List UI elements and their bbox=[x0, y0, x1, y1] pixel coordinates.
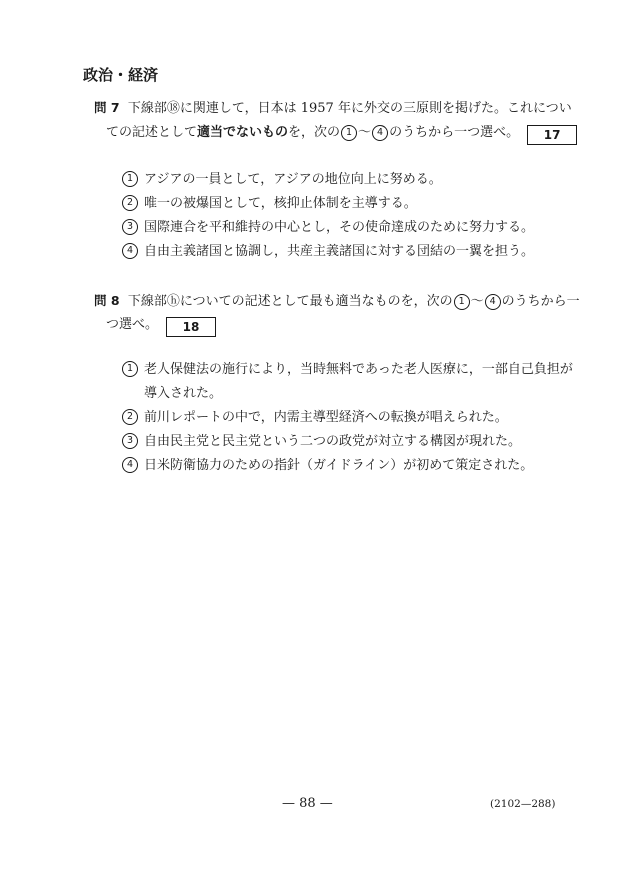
page-number: — 88 — bbox=[282, 796, 333, 811]
q7-line-1: 問 7 下線部⑱に関連して，日本は 1957 年に外交の三原則を掲げた。これについ bbox=[94, 100, 572, 116]
underline-marker: ⑱ bbox=[166, 101, 180, 116]
option-text: 自由主義諸国と協調し，共産主義諸国に対する団結の一翼を担う。 bbox=[144, 244, 535, 259]
choice-marker: 4 bbox=[485, 294, 501, 310]
option-text: 前川レポートの中で，内需主導型経済への転換が唱えられた。 bbox=[144, 410, 508, 425]
underline-marker: ⓗ bbox=[166, 294, 180, 309]
q8-number: 問 8 bbox=[94, 293, 120, 308]
option-number: 3 bbox=[122, 219, 138, 235]
q8-line-2: つ選べ。 18 bbox=[106, 313, 216, 337]
option-text: アジアの一員として，アジアの地位向上に努める。 bbox=[144, 172, 442, 187]
q7-number: 問 7 bbox=[94, 100, 120, 115]
option-text: 導入された。 bbox=[144, 386, 223, 401]
option-number: 4 bbox=[122, 457, 138, 473]
document-code: (2102—288) bbox=[490, 798, 556, 810]
option-text: 唯一の被爆国として，核抑止体制を主導する。 bbox=[144, 196, 417, 211]
choice-marker: 1 bbox=[454, 294, 470, 310]
q8-line-1: 問 8 下線部ⓗについての記述として最も適当なものを，次の 1 ～ 4 のうちから一 bbox=[94, 293, 580, 309]
section-title: 政治・経済 bbox=[83, 66, 159, 84]
option-text: 日米防衛協力のための指針（ガイドライン）が初めて策定された。 bbox=[144, 458, 534, 473]
emphasis-text: 適当でないもの bbox=[197, 125, 289, 140]
option-text: 老人保健法の施行により，当時無料であった老人医療に，一部自己負担が bbox=[144, 362, 573, 377]
q7-line-2: ての記述として適当でないものを，次の 1 ～ 4 のうちから一つ選べ。 17 bbox=[106, 121, 577, 145]
option-text: 国際連合を平和維持の中心とし，その使命達成のために努力する。 bbox=[144, 220, 535, 235]
option-number: 1 bbox=[122, 361, 138, 377]
option-number: 2 bbox=[122, 195, 138, 211]
choice-marker: 4 bbox=[372, 125, 388, 141]
answer-box[interactable]: 17 bbox=[527, 125, 577, 145]
option-number: 3 bbox=[122, 433, 138, 449]
answer-box[interactable]: 18 bbox=[166, 317, 216, 337]
choice-marker: 1 bbox=[341, 125, 357, 141]
option-text: 自由民主党と民主党という二つの政党が対立する構図が現れた。 bbox=[144, 434, 522, 449]
option-number: 2 bbox=[122, 409, 138, 425]
option-number: 4 bbox=[122, 243, 138, 259]
option-number: 1 bbox=[122, 171, 138, 187]
